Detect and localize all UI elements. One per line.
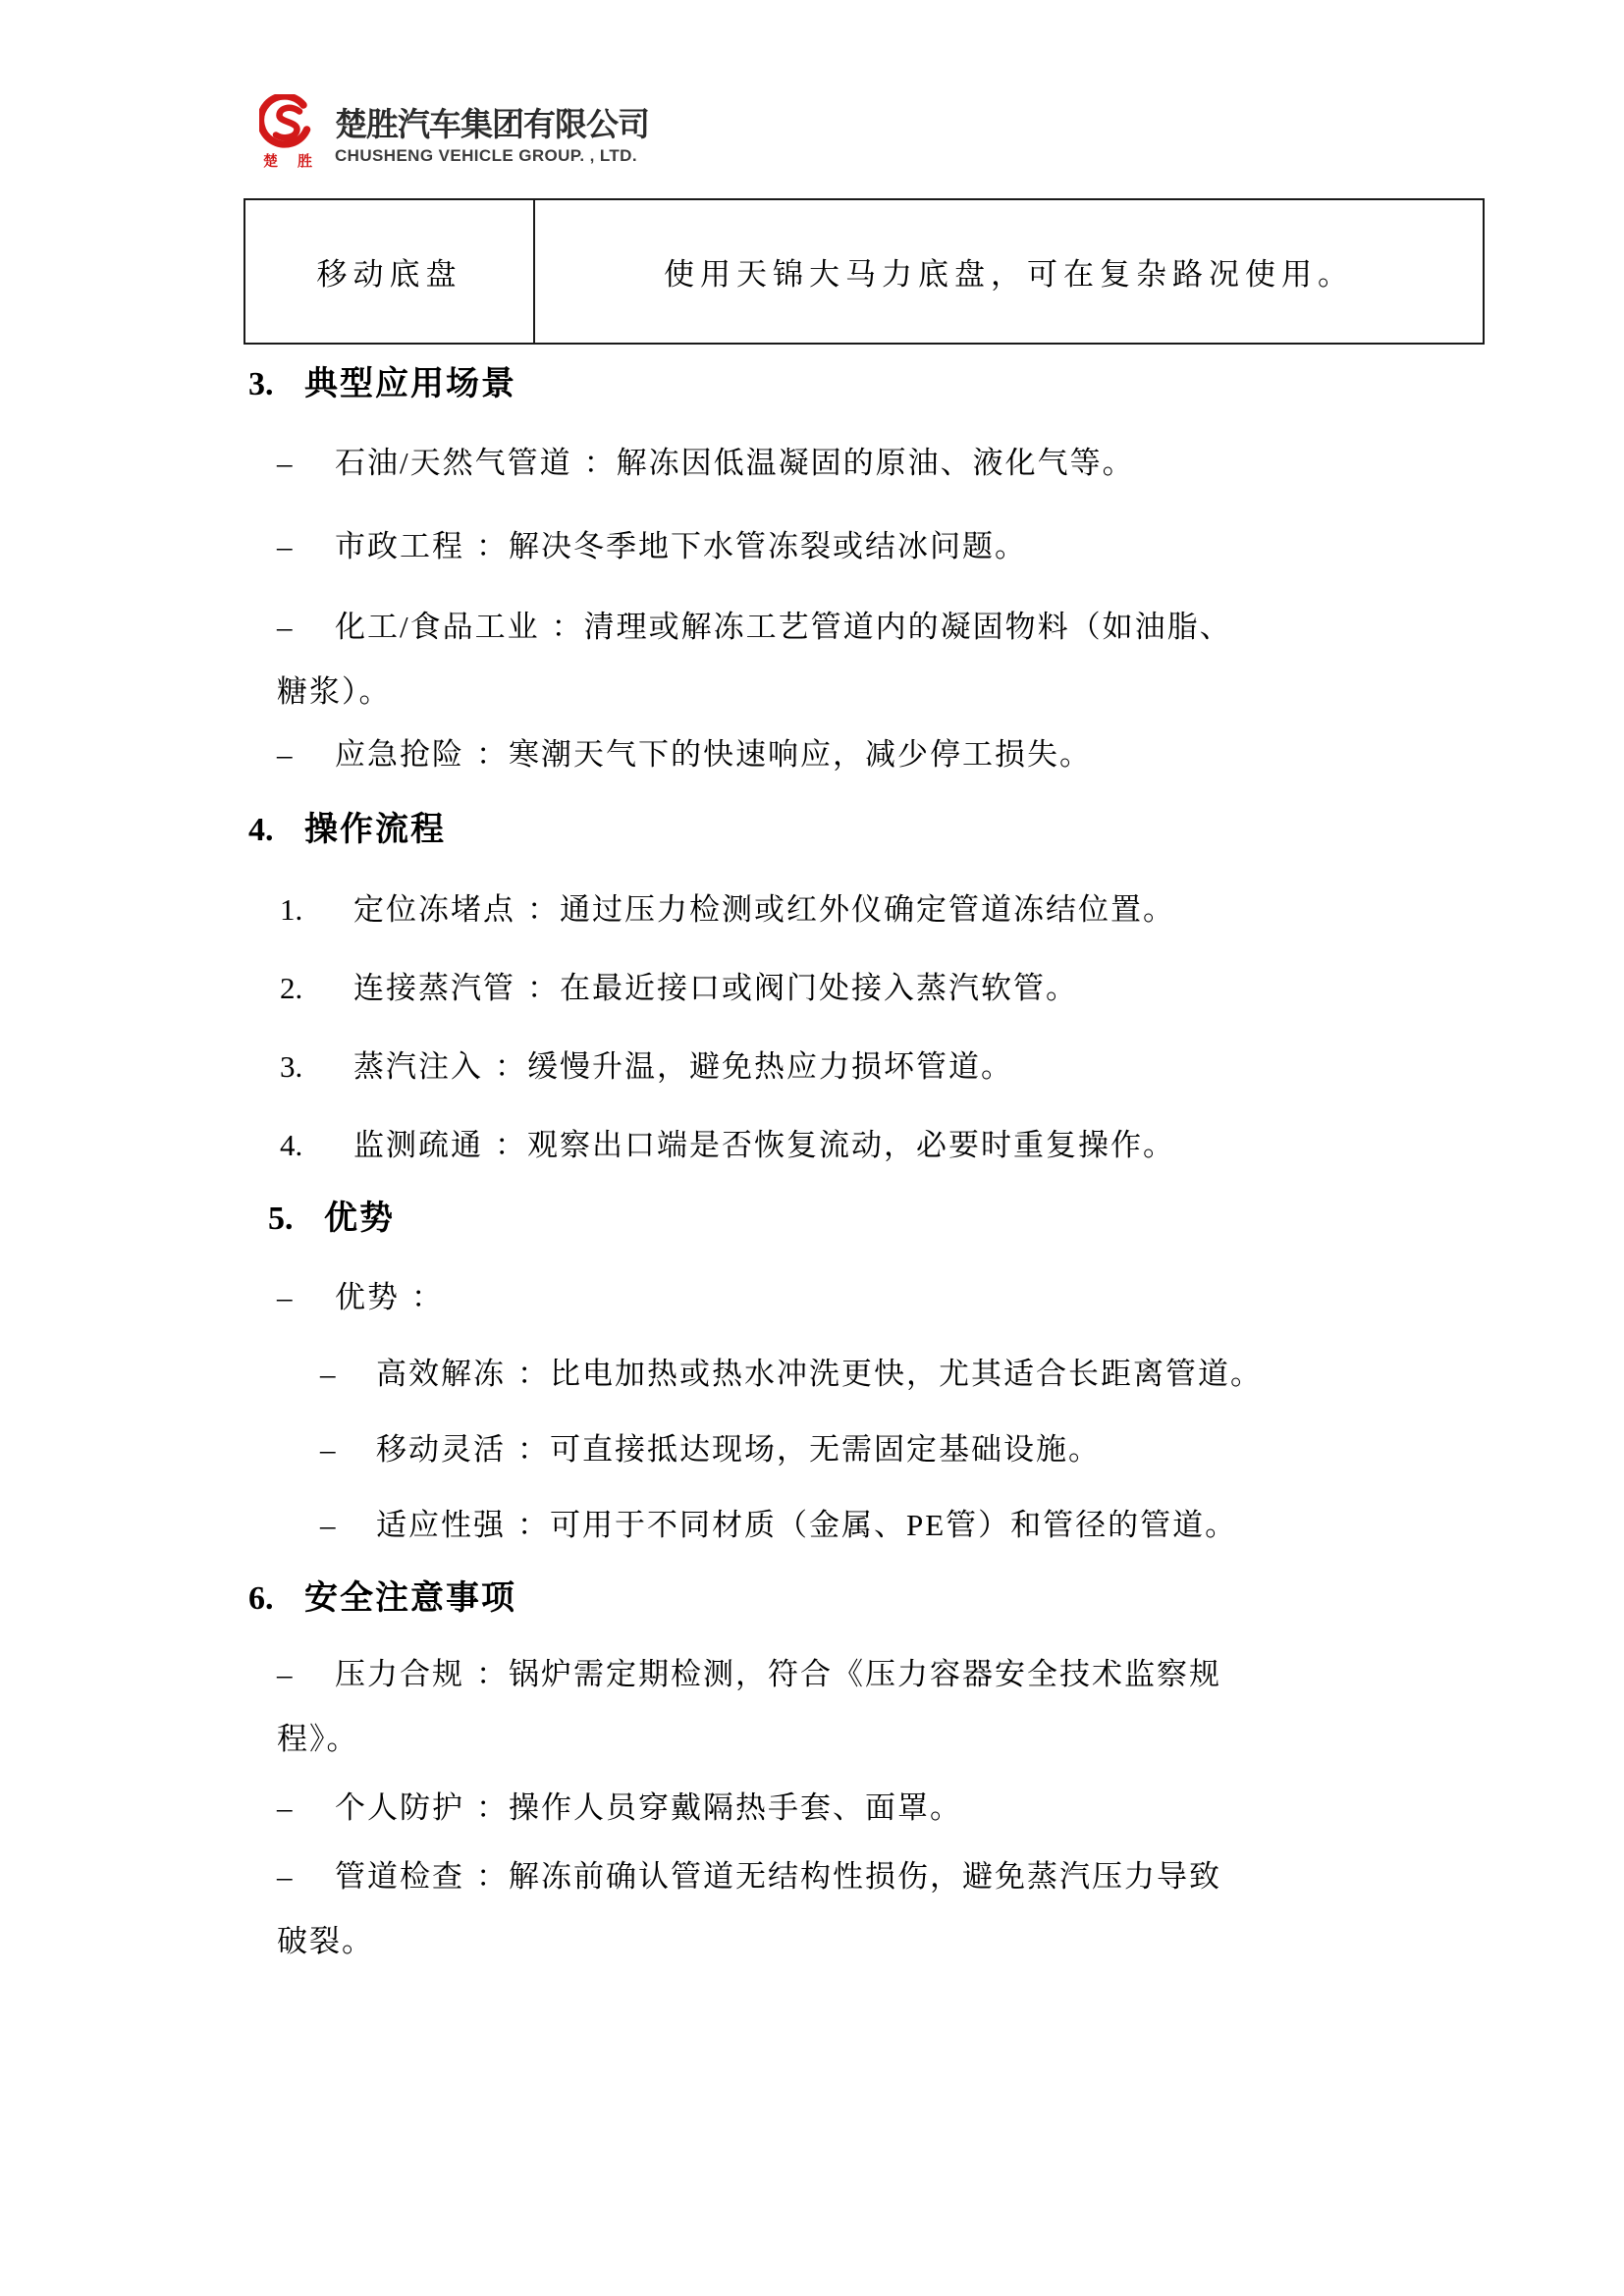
bullet-dash: – <box>320 1432 336 1467</box>
item-colon: ： <box>551 610 584 644</box>
logo-mark-caption <box>263 150 312 171</box>
item-label: 个人防护 <box>335 1790 464 1825</box>
spec-key-cell: 移动底盘 <box>244 199 534 344</box>
item-colon: ： <box>517 1432 550 1467</box>
section-heading-4 <box>248 809 446 852</box>
item-label: 压力合规 <box>335 1657 464 1691</box>
item-label: 移动灵活 <box>376 1432 506 1467</box>
list-item-continuation: 程》。 <box>277 1722 359 1756</box>
item-number: 1. <box>280 892 303 927</box>
item-label: 连接蒸汽管 <box>353 971 515 1005</box>
item-colon: ： <box>411 1280 444 1314</box>
section-number: 5. <box>268 1201 294 1237</box>
logo-text <box>335 106 649 166</box>
numbered-item <box>280 1045 1013 1089</box>
sub-list-item <box>320 1353 1263 1396</box>
section-number: 3. <box>248 366 274 402</box>
item-colon: ： <box>495 1049 527 1084</box>
section-heading-5 <box>268 1198 395 1241</box>
numbered-item <box>280 888 1175 932</box>
item-text: 在最近接口或阀门处接入蒸汽软管。 <box>560 971 1078 1005</box>
company-name-zh: 楚胜汽车集团有限公司 <box>335 106 649 142</box>
item-colon: ： <box>476 1859 509 1894</box>
item-colon: ： <box>517 1357 550 1391</box>
item-colon: ： <box>495 1128 527 1162</box>
spec-table <box>244 198 1485 345</box>
item-text: 比电加热或热水冲洗更快，尤其适合长距离管道。 <box>550 1357 1263 1391</box>
section-number: 4. <box>248 812 274 848</box>
bullet-dash: – <box>277 610 293 644</box>
list-item <box>277 525 1027 568</box>
item-label: 化工/食品工业 <box>335 610 540 644</box>
item-text: 观察出口端是否恢复流动，必要时重复操作。 <box>527 1128 1175 1162</box>
item-text: 缓慢升温，避免热应力损坏管道。 <box>527 1049 1013 1084</box>
spec-value-cell: 使用天锦大马力底盘，可在复杂路况使用。 <box>534 199 1484 344</box>
item-colon: ： <box>476 1790 509 1825</box>
company-logo <box>257 94 649 171</box>
item-number: 2. <box>280 971 303 1005</box>
list-item <box>277 606 1232 649</box>
item-text: 可用于不同材质（金属、PE管）和管径的管道。 <box>550 1508 1238 1542</box>
list-item <box>277 442 1135 485</box>
item-label: 石油/天然气管道 <box>335 446 572 480</box>
item-colon: ： <box>476 737 509 772</box>
bullet-dash: – <box>320 1508 336 1542</box>
section-title: 优势 <box>324 1201 395 1237</box>
item-text: 通过压力检测或红外仪确定管道冻结位置。 <box>560 892 1175 927</box>
section-number: 6. <box>248 1580 274 1617</box>
item-text: 清理或解冻工艺管道内的凝固物料（如油脂、 <box>583 610 1232 644</box>
list-item-continuation: 糖浆）。 <box>277 674 392 709</box>
item-text: 解冻因低温凝固的原油、液化气等。 <box>616 446 1135 480</box>
bullet-dash: – <box>320 1357 336 1391</box>
item-text: 可直接抵达现场，无需固定基础设施。 <box>550 1432 1101 1467</box>
section-heading-3 <box>248 363 516 406</box>
item-label: 市政工程 <box>335 529 464 563</box>
bullet-dash: – <box>277 1790 293 1825</box>
item-text: 解决冬季地下水管冻裂或结冰问题。 <box>509 529 1027 563</box>
numbered-item <box>280 967 1078 1010</box>
item-label: 高效解冻 <box>376 1357 506 1391</box>
item-label: 应急抢险 <box>335 737 464 772</box>
item-text: 寒潮天气下的快速响应，减少停工损失。 <box>509 737 1092 772</box>
company-name-en: CHUSHENG VEHICLE GROUP. , LTD. <box>335 146 637 165</box>
item-text: 解冻前确认管道无结构性损伤，避免蒸汽压力导致 <box>509 1859 1221 1894</box>
bullet-dash: – <box>277 529 293 563</box>
bullet-dash: – <box>277 737 293 772</box>
item-number: 3. <box>280 1049 303 1084</box>
sub-list-item <box>320 1428 1101 1471</box>
item-text: 锅炉需定期检测，符合《压力容器安全技术监察规 <box>509 1657 1221 1691</box>
item-colon: ： <box>476 1657 509 1691</box>
list-item <box>277 1855 1221 1898</box>
item-text: 操作人员穿戴隔热手套、面罩。 <box>509 1790 962 1825</box>
list-item-continuation: 破裂。 <box>277 1924 374 1958</box>
bullet-dash: – <box>277 446 293 480</box>
item-colon: ： <box>476 529 509 563</box>
item-colon: ： <box>527 892 560 927</box>
item-number: 4. <box>280 1128 303 1162</box>
list-item <box>277 733 1092 776</box>
sub-list-item <box>320 1504 1237 1547</box>
item-label: 蒸汽注入 <box>353 1049 483 1084</box>
item-colon: ： <box>517 1508 550 1542</box>
logo-mark-char-right: 胜 <box>297 153 312 170</box>
logo-mark <box>257 94 318 171</box>
item-colon: ： <box>527 971 560 1005</box>
item-label: 定位冻堵点 <box>353 892 515 927</box>
section-title: 典型应用场景 <box>304 366 516 402</box>
item-label: 管道检查 <box>335 1859 464 1894</box>
bullet-dash: – <box>277 1859 293 1894</box>
section-title: 安全注意事项 <box>304 1580 516 1617</box>
list-item <box>277 1653 1221 1696</box>
logo-circle-icon <box>259 94 316 151</box>
section-heading-6 <box>248 1577 516 1621</box>
section-title: 操作流程 <box>304 812 446 848</box>
spec-table-row <box>244 199 1484 344</box>
bullet-dash: – <box>277 1280 293 1314</box>
item-colon: ： <box>583 446 617 480</box>
item-label: 优势 <box>335 1280 400 1314</box>
list-item <box>277 1276 444 1319</box>
item-label: 适应性强 <box>376 1508 506 1542</box>
list-item <box>277 1787 962 1830</box>
item-label: 监测疏通 <box>353 1128 483 1162</box>
logo-mark-char-left: 楚 <box>263 153 279 170</box>
bullet-dash: – <box>277 1657 293 1691</box>
numbered-item <box>280 1124 1175 1167</box>
